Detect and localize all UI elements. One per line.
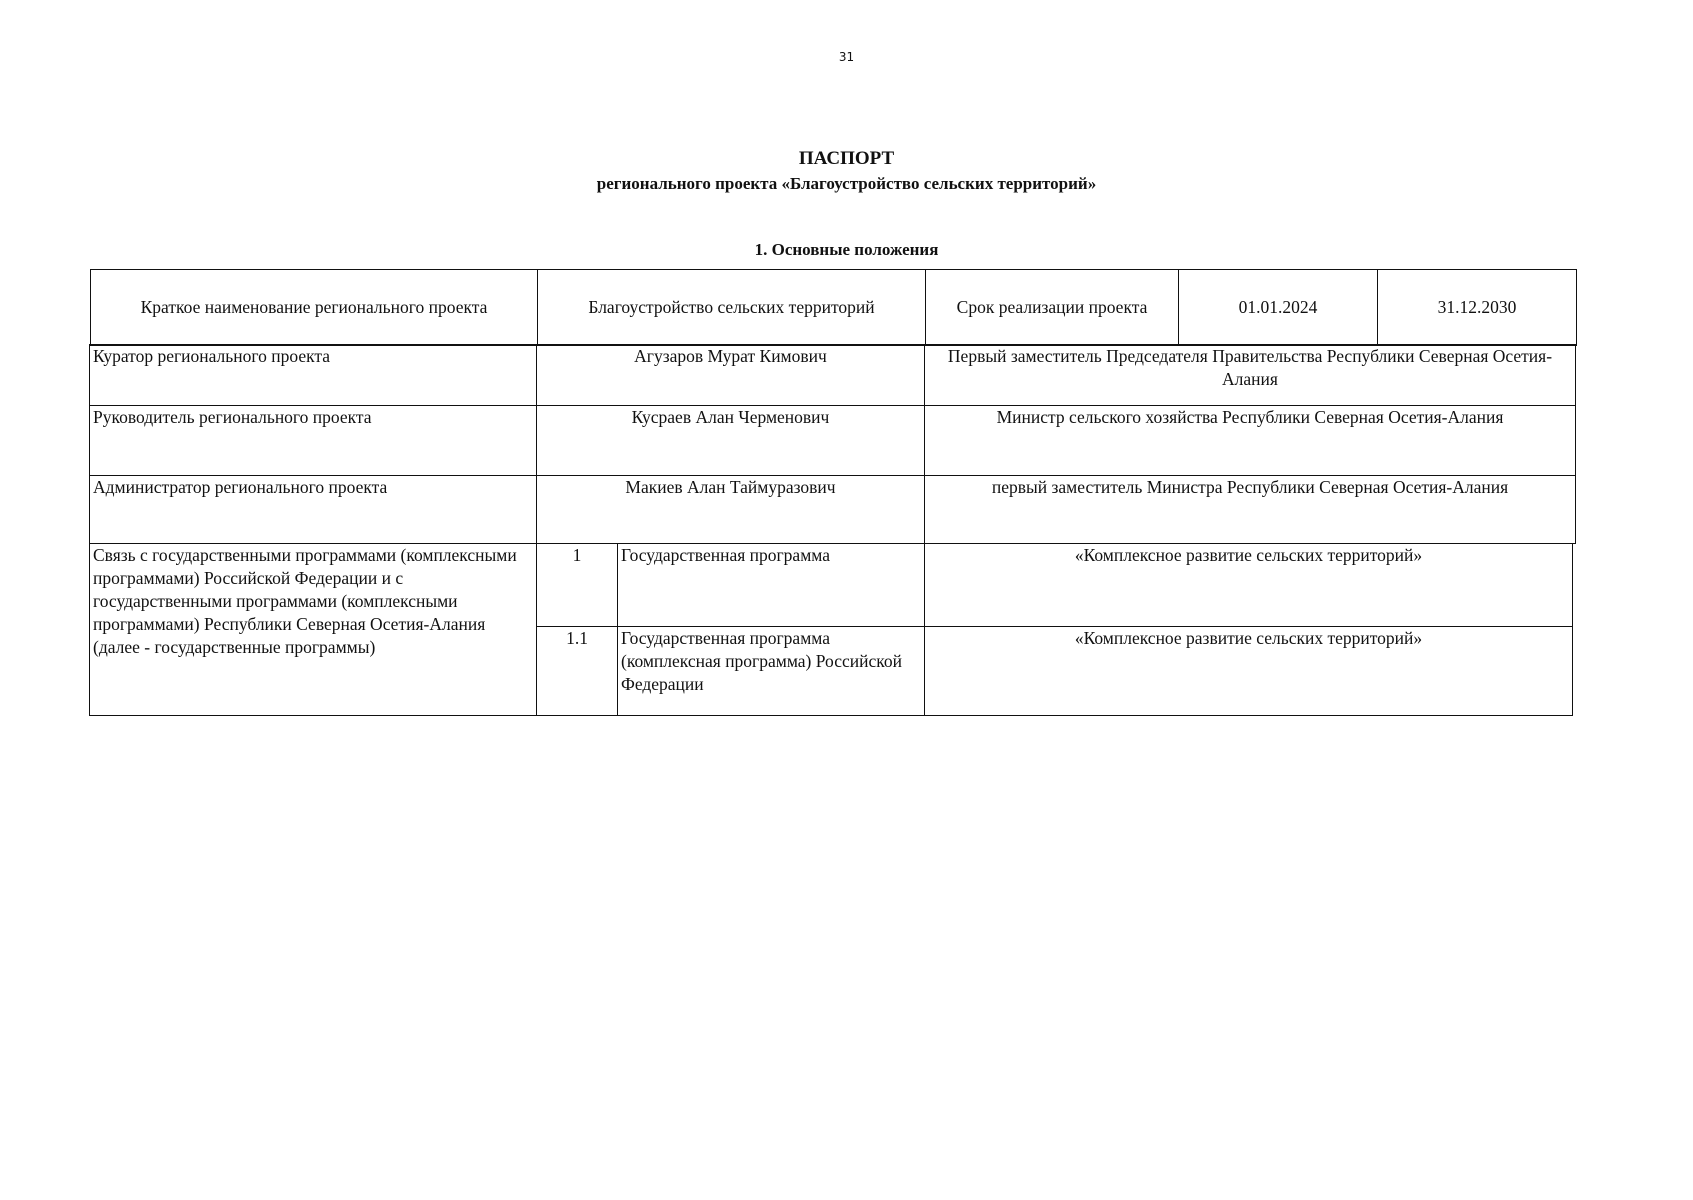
short-name-value: Благоустройство сельских территорий — [538, 270, 926, 346]
programs-link-label: Связь с государственными программами (комплексными программами) Российской Федерации и с государственными программами (комплексными программами) Республики Северная Осетия-Алания (далее - государственные программы) — [90, 544, 537, 716]
start-date: 01.01.2024 — [1179, 270, 1378, 346]
document-title: ПАСПОРТ — [798, 148, 895, 169]
roles-table — [89, 344, 1576, 544]
program-number: 1.1 — [537, 627, 618, 716]
head-name: Кусраев Алан Черменович — [537, 406, 925, 476]
program-type: Государственная программа — [618, 544, 925, 627]
curator-position: Первый заместитель Председателя Правительства Республики Северная Осетия-Алания — [925, 345, 1576, 406]
table-row — [90, 544, 1573, 627]
document-subtitle: регионального проекта «Благоустройство сельских территорий» — [596, 174, 1097, 193]
program-type: Государственная программа (комплексная программа) Российской Федерации — [618, 627, 925, 716]
program-number: 1 — [537, 544, 618, 627]
page-number: 31 — [838, 50, 855, 64]
head-label: Руководитель регионального проекта — [90, 406, 537, 476]
table-row — [90, 345, 1576, 406]
table-row — [90, 406, 1576, 476]
administrator-label: Администратор регионального проекта — [90, 476, 537, 544]
administrator-position: первый заместитель Министра Республики Северная Осетия-Алания — [925, 476, 1576, 544]
curator-name: Агузаров Мурат Кимович — [537, 345, 925, 406]
curator-label: Куратор регионального проекта — [90, 345, 537, 406]
administrator-name: Макиев Алан Таймуразович — [537, 476, 925, 544]
end-date: 31.12.2030 — [1378, 270, 1577, 346]
program-name: «Комплексное развитие сельских территорий» — [925, 544, 1573, 627]
short-name-label: Краткое наименование регионального проекта — [91, 270, 538, 346]
head-position: Министр сельского хозяйства Республики Северная Осетия-Алания — [925, 406, 1576, 476]
table-row — [91, 270, 1577, 346]
section-heading: 1. Основные положения — [754, 240, 939, 259]
programs-table — [89, 543, 1573, 716]
program-name: «Комплексное развитие сельских территорий» — [925, 627, 1573, 716]
table-row — [90, 476, 1576, 544]
passport-header-table — [90, 269, 1577, 346]
term-label: Срок реализации проекта — [926, 270, 1179, 346]
